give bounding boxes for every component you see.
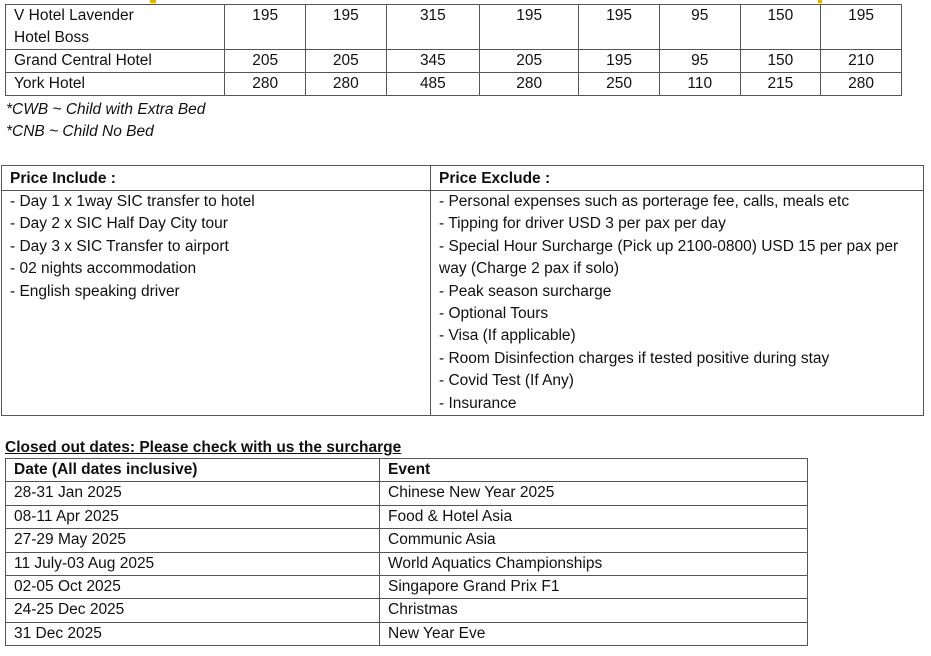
rate-cell: 345 <box>386 50 479 73</box>
table-row <box>6 622 808 645</box>
closed-dates-table <box>5 458 808 646</box>
rate-cell: 280 <box>225 73 306 96</box>
rate-cell: 195 <box>306 5 387 50</box>
rate-cell: 215 <box>740 73 821 96</box>
event-cell: Food & Hotel Asia <box>380 505 808 528</box>
rate-cell: 195 <box>480 5 579 50</box>
list-item: - Day 2 x SIC Half Day City tour <box>10 215 228 233</box>
rate-cell: 150 <box>740 50 821 73</box>
rate-cell: 195 <box>821 5 902 50</box>
price-exclude-list <box>439 191 915 415</box>
table-row <box>6 599 808 622</box>
rate-cell: 95 <box>659 50 740 73</box>
event-cell: World Aquatics Championships <box>380 552 808 575</box>
rate-cell: 150 <box>740 5 821 50</box>
date-cell: 31 Dec 2025 <box>6 622 380 645</box>
table-header-row <box>2 166 924 191</box>
date-cell: 11 July-03 Aug 2025 <box>6 552 380 575</box>
table-row <box>6 552 808 575</box>
list-item: - Day 1 x 1way SIC transfer to hotel <box>10 193 255 210</box>
cropped-accent-mark <box>150 0 156 3</box>
rate-cell: 205 <box>306 50 387 73</box>
table-row <box>6 505 808 528</box>
rate-cell: 485 <box>386 73 479 96</box>
rate-cell: 195 <box>579 50 660 73</box>
hotel-name-alt: Hotel Boss <box>14 29 89 46</box>
note-child-extra-bed: *CWB ~ Child with Extra Bed <box>6 101 206 118</box>
list-item: - Peak season surcharge <box>439 282 612 300</box>
hotel-name-cell <box>6 5 225 50</box>
list-item: - Covid Test (If Any) <box>439 372 574 390</box>
hotel-name: York Hotel <box>6 73 225 96</box>
closed-dates-title: Closed out dates: Please check with us the surcharge <box>5 439 402 456</box>
list-item: - Insurance <box>439 394 517 412</box>
table-row <box>2 191 924 416</box>
hotel-rate-table <box>5 4 902 96</box>
date-cell: 08-11 Apr 2025 <box>6 505 380 528</box>
note-child-no-bed: *CNB ~ Child No Bed <box>6 123 154 140</box>
price-exclude-cell <box>431 191 924 416</box>
list-item: - Tipping for driver USD 3 per pax per day <box>439 215 726 233</box>
list-item: - Special Hour Surcharge (Pick up 2100-0800) USD 15 per pax per way (Charge 2 pax if solo) <box>439 237 899 278</box>
rate-cell: 315 <box>386 5 479 50</box>
table-row <box>6 576 808 599</box>
list-item: - English speaking driver <box>10 282 180 300</box>
date-cell: 02-05 Oct 2025 <box>6 576 380 599</box>
date-column-header: Date (All dates inclusive) <box>6 459 380 482</box>
date-cell: 28-31 Jan 2025 <box>6 482 380 505</box>
rate-cell: 95 <box>659 5 740 50</box>
price-include-heading: Price Include : <box>2 166 431 191</box>
list-item: - Visa (If applicable) <box>439 327 576 345</box>
date-cell: 24-25 Dec 2025 <box>6 599 380 622</box>
table-row <box>6 50 902 73</box>
event-cell: Christmas <box>380 599 808 622</box>
rate-cell: 280 <box>306 73 387 96</box>
list-item: - Room Disinfection charges if tested positive during stay <box>439 349 830 367</box>
list-item: - 02 nights accommodation <box>10 260 197 278</box>
list-item: - Day 3 x SIC Transfer to airport <box>10 237 229 255</box>
table-header-row <box>6 459 808 482</box>
event-cell: Singapore Grand Prix F1 <box>380 576 808 599</box>
date-cell: 27-29 May 2025 <box>6 529 380 552</box>
event-cell: New Year Eve <box>380 622 808 645</box>
event-column-header: Event <box>380 459 808 482</box>
rate-cell: 210 <box>821 50 902 73</box>
rate-cell: 110 <box>659 73 740 96</box>
price-include-cell <box>2 191 431 416</box>
rate-cell: 205 <box>480 50 579 73</box>
price-table <box>1 165 924 416</box>
table-row <box>6 5 902 50</box>
table-row <box>6 73 902 96</box>
rate-cell: 195 <box>579 5 660 50</box>
price-include-list <box>10 191 422 303</box>
price-exclude-heading: Price Exclude : <box>431 166 924 191</box>
rate-cell: 280 <box>821 73 902 96</box>
rate-cell: 195 <box>225 5 306 50</box>
rate-cell: 280 <box>480 73 579 96</box>
event-cell: Communic Asia <box>380 529 808 552</box>
list-item: - Personal expenses such as porterage fee, calls, meals etc <box>439 193 850 210</box>
cropped-accent-mark <box>818 0 822 3</box>
event-cell: Chinese New Year 2025 <box>380 482 808 505</box>
hotel-name: Grand Central Hotel <box>6 50 225 73</box>
list-item: - Optional Tours <box>439 305 549 323</box>
hotel-name: V Hotel Lavender <box>14 7 134 24</box>
table-row <box>6 482 808 505</box>
rate-cell: 250 <box>579 73 660 96</box>
rate-cell: 205 <box>225 50 306 73</box>
table-row <box>6 529 808 552</box>
